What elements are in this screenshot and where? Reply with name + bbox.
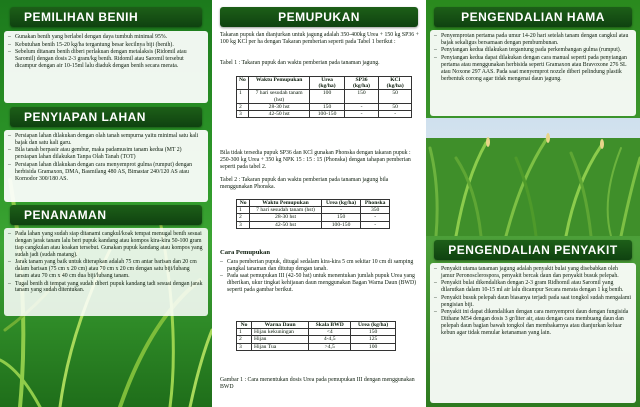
table-cell: 125	[351, 336, 396, 343]
pengendalian-hama-banner	[434, 7, 632, 27]
table-cell: 100	[310, 90, 344, 103]
table-cell: 42-50 hst	[250, 221, 322, 228]
gambar-caption: Gambar 1 : Cara menentukan dosis Urea pada pemupukan III dengan menggunakan BWD	[220, 377, 415, 390]
bwd-header: Urea (kg/ha)	[351, 322, 396, 329]
phonska-paragraph: Bila tidak tersedia pupuk SP36 dan KCl gunakan Phonska dengan takaran pupuk : 250-300 kg Urea + 350 kg NPK 15 : 15 : 15 (Phonska) dengan tahapan pemberian seperti pada tabel 2.	[220, 150, 411, 170]
table-row	[237, 214, 390, 221]
list-item: – Gunakan benih yang berlabel dengan daya tumbuh minimal 95%.	[8, 34, 204, 41]
list-item: – Penyemprotan pertama pada umur 14-20 hari setelah tanam dengan cangkul atau bajak sekaligus bersamaan dengan pembumbunan.	[434, 33, 632, 47]
table-cell: Hijau	[252, 336, 309, 343]
table-cell: -	[361, 221, 390, 228]
table-row	[237, 336, 396, 343]
table-cell: 100-150	[310, 111, 344, 118]
penanaman-box	[4, 228, 208, 316]
table-cell: 1	[237, 90, 249, 103]
table-cell: 2	[237, 214, 250, 221]
list-item: – Penyakit bulai dikendalikan dengan 2-3 gram Ridhomil atau Saromil yang dilarutkan dalam 10-15 ml air lalu dicampur Secara merata dengan 1 kg benih.	[434, 280, 632, 294]
pengendalian-hama-list	[434, 33, 632, 83]
table-cell: -	[321, 207, 361, 214]
list-item: – Persiapan lahan dilakukan dengan cara menyemprot gulma (rumput) dengan herbisida Gramaxon, DMA, Basmilang 480 AS, Bimastar 240/120 AS atau Kornodor 300/180 AS.	[8, 162, 204, 183]
list-item: – Penyiangan kedua dilakukan tergantung pada perkembangan gulma (rumput).	[434, 47, 632, 54]
table2-header: No	[237, 200, 250, 207]
table2-caption: Tabel 2 : Takaran pupuk dan waktu pemberian pada tanaman jagung bila menggunakan Phonska.	[220, 177, 389, 190]
list-item: – Pada lahan yang sudah siap ditanami cangkul/koak tempat menugal benih sesuai dengan jarak tanam lalu beri pupuk kandang atau kompos kira-kira 50-100 gram tiap cangkulan atau koakan tersebut. Gunakan pupuk kandang atau kompos yang sudah jadi (sudah matang).	[8, 231, 204, 259]
table-row	[237, 343, 396, 350]
table-cell: -	[361, 214, 390, 221]
table-cell: >4,5	[309, 343, 351, 350]
penyiapan-lahan-banner	[10, 107, 202, 127]
table1-header: KCl (kg/ha)	[379, 77, 412, 90]
penyiapan-lahan-box	[4, 130, 208, 202]
table-row	[237, 111, 412, 118]
list-item: – Sebelum ditanam benih diberi perlakuan dengan metalaksis (Ridomil atau Saromil) dengan dosis 2-3 gram/kg benih. Ridomil atau Saromil tersebut dicampur dengan air 10-15ml lalu diaduk dengan benih secara merata.	[8, 49, 204, 70]
table-cell: 350	[361, 207, 390, 214]
table-cell: 3	[237, 111, 249, 118]
pengendalian-penyakit-banner	[434, 240, 632, 260]
list-item: – Cara pemberian pupuk, ditugal sedalam kira-kira 5 cm sekitar 10 cm di samping pangkal tanaman dan ditutup dengan tanah.	[220, 259, 420, 273]
cara-pemupukan-heading: Cara Pemupukan	[220, 249, 271, 256]
table-cell: 150	[310, 103, 344, 110]
list-item: – Bila tanah berpasir atau gembur, maka padamusim tanam kedua (MT 2) persiapan lahan dilakukan Tanpa Olah Tanah (TOT)	[8, 147, 204, 161]
table-row	[237, 329, 396, 336]
table2	[236, 199, 390, 229]
pemupukan-banner	[220, 7, 418, 27]
table-row	[237, 221, 390, 228]
pengendalian-hama-title: PENGENDALIAN HAMA	[461, 10, 605, 24]
bwd-table	[236, 321, 396, 351]
list-item: – Kebutuhan benih 15-20 kg/ha tergantung besar kecilnya biji (benih).	[8, 42, 204, 49]
table1-header: Waktu Pemupukan	[248, 77, 310, 90]
bwd-header: No	[237, 322, 252, 329]
pengendalian-penyakit-box	[430, 263, 636, 403]
penanaman-title: PENANAMAN	[24, 208, 107, 222]
table-cell: 2	[237, 103, 249, 110]
penanaman-banner	[10, 205, 202, 225]
table-cell: 3	[237, 221, 250, 228]
penanaman-list	[8, 231, 204, 294]
pemilihan-benih-banner	[10, 7, 202, 27]
list-item: – Pada saat pemupukan III (42-50 hst) untuk menentukan jumlah pupuk Urea yang diberikan, ukur tingkat kehijauan daun menggunakan Bagan Warna Daun (BWD) seperti pada gambar berikut.	[220, 273, 420, 294]
pemilihan-benih-list	[8, 34, 204, 70]
table-cell: 50	[379, 103, 412, 110]
table-cell: Hijau Tua	[252, 343, 309, 350]
corn-field-photo	[426, 118, 640, 236]
pemupukan-title: PEMUPUKAN	[278, 10, 360, 24]
table-cell: 28-30 hst	[248, 103, 310, 110]
table2-header: Waktu Pemupukan	[250, 200, 322, 207]
bwd-header: Warna Daun	[252, 322, 309, 329]
table1-header: Urea (kg/ha)	[310, 77, 344, 90]
table-row	[237, 90, 412, 103]
list-item: – Penyakit ini dapat dikendalikan dengan cara menyemprot daun dengan fungisida Dithane M54 dengan dosis 3 gr/liter air, atau dengan cara membuang daun dan pelepah daun bagian bawah tongkol dan membakarnya atau dianjurkan keluar kebun agar tidak menular ketanaman yang lain.	[434, 309, 632, 337]
table-cell: -	[344, 111, 379, 118]
table-cell: <4	[309, 329, 351, 336]
middle-panel	[212, 0, 426, 407]
list-item: – Persiapan lahan dilakukan dengan olah tanah sempurna yaitu minimal satu kali bajak dan satu kali garu.	[8, 133, 204, 147]
table-cell: 28-30 hst	[250, 214, 322, 221]
table-cell: 1	[237, 207, 250, 214]
pengendalian-penyakit-title: PENGENDALIAN PENYAKIT	[448, 243, 618, 257]
table-cell: 150	[321, 214, 361, 221]
left-panel	[0, 0, 212, 407]
pemilihan-benih-box	[4, 31, 208, 103]
list-item: – Penyiangan kedua dapat dilakukan dengan cara manual seperti pada penyiangan pertama atau menggunakan herbisida seperti Gramaxon atau Bravoxone 276 SL atau Noxone 297 AAS. Pada saat menyemprot nozzle diberi pelindung plastik berbentuk corong agar tidak mengenai daun jagung.	[434, 55, 632, 83]
pengendalian-hama-box	[430, 30, 636, 116]
cara-pemupukan-list	[220, 259, 420, 295]
table2-header: Phonska	[361, 200, 390, 207]
table1-header: No	[237, 77, 249, 90]
table-cell: 7 hari sesudah tanam (hst)	[248, 90, 310, 103]
table1	[236, 76, 412, 118]
penyiapan-lahan-title: PENYIAPAN LAHAN	[24, 110, 146, 124]
table-row	[237, 207, 390, 214]
pemilihan-benih-title: PEMILIHAN BENIH	[24, 10, 139, 24]
table-cell: -	[344, 103, 379, 110]
right-panel	[426, 0, 640, 407]
table-cell: 50	[379, 90, 412, 103]
table-cell: 4-4,5	[309, 336, 351, 343]
list-item: – Tugal benih di tempat yang sudah diberi pupuk kandang tadi sesuai dengan jarak tanam yang sudah ditentukan.	[8, 281, 204, 295]
table-cell: 1	[237, 329, 252, 336]
list-item: – Jarak tanam yang baik untuk diterapkan adalah 75 cm antar barisan dan 20 cm dalam barisan (75 cm x 20 cm) atau 70 cm x 20 cm dengan satu biji/lubang tanam atau 70 cm x 40 cm dua biji/lubang tanam.	[8, 259, 204, 280]
pemupukan-intro: Takaran pupuk dan dianjurkan untuk jagung adalah 350-400kg Urea + 150 kg SP36 + 100 kg KCl per ha dengan Takaran pemberian seperti pada Tabel 1 berikut :	[220, 32, 419, 45]
table-cell: 3	[237, 343, 252, 350]
table-cell: Hijau kekuningan	[252, 329, 309, 336]
table-cell: 42-50 hst	[248, 111, 310, 118]
pengendalian-penyakit-list	[434, 266, 632, 337]
table-cell: -	[379, 111, 412, 118]
bwd-header: Skala BWD	[309, 322, 351, 329]
table-cell: 150	[344, 90, 379, 103]
table-cell: 100	[351, 343, 396, 350]
table-cell: 100-150	[321, 221, 361, 228]
table-cell: 7 hari sesudah tanam (hst)	[250, 207, 322, 214]
table1-header: SP36 (kg/ha)	[344, 77, 379, 90]
list-item: – Penyakit utama tanaman jagung adalah penyakit bulai yang disebabkan oleh jamur Peronosclerospora, penyakit bercak daun dan penyakit busuk pelepah.	[434, 266, 632, 280]
list-item: – Penyakit busuk pelepah daun biasanya terjadi pada saat tongkol sudah mengalami pengisian biji.	[434, 295, 632, 309]
penyiapan-lahan-list	[8, 133, 204, 183]
table2-header: Urea (kg/ha)	[321, 200, 361, 207]
table-cell: 150	[351, 329, 396, 336]
table-cell: 2	[237, 336, 252, 343]
table-row	[237, 103, 412, 110]
table1-caption: Tabel 1 : Takaran pupuk dan waktu pemberian pada tanaman jagung.	[220, 60, 380, 66]
